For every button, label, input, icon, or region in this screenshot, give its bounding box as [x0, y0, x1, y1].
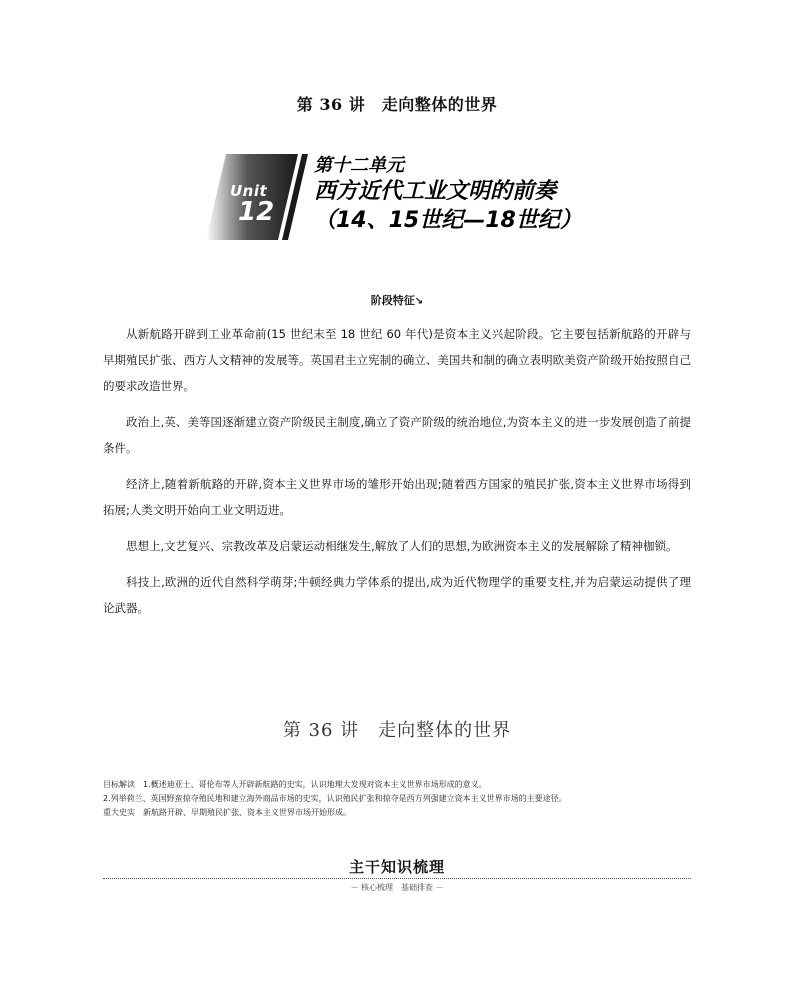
paragraph-science: 科技上,欧洲的近代自然科学萌芽;牛顿经典力学体系的提出,成为近代物理学的重要支柱,并为启蒙运动提供了理论武器。 — [103, 575, 691, 615]
arrow-down-right-icon: ↘ — [414, 296, 424, 307]
paragraph-economy: 经济上,随着新航路的开辟,资本主义世界市场的雏形开始出现;随着西方国家的殖民扩张,资本主义世界市场得到拓展;人类文明开始向工业文明迈进。 — [103, 477, 691, 517]
stage-heading — [0, 292, 794, 308]
objective-line-2: 2.列举荷兰、英国野蛮掠夺殖民地和建立海外商品市场的史实，认识殖民扩张和掠夺是西方列强建立资本主义世界市场的主要途径。 — [103, 794, 567, 803]
lecture-title: 第 36 讲 走向整体的世界 — [282, 720, 512, 741]
page-title: 第 36 讲 走向整体的世界 — [296, 95, 498, 114]
paragraph-politics: 政治上,英、美等国逐渐建立资产阶级民主制度,确立了资产阶级的统治地位,为资本主义的进一步发展创造了前提条件。 — [103, 415, 691, 455]
unit-name: 第十二单元 — [314, 155, 404, 176]
unit-period: （14、15世纪—18世纪） — [314, 208, 582, 233]
section-title: 主干知识梳理 — [348, 858, 445, 876]
paragraph-overview: 从新航路开辟到工业革命前(15 世纪末至 18 世纪 60 年代)是资本主义兴起阶段。它主要包括新航路的开辟与早期殖民扩张、西方人文精神的发展等。英国君主立宪制的确立、美国共和制的确立表明欧美资产阶级开始按照自己的要求改造世界。 — [103, 327, 691, 393]
key-facts-line: 重大史实 新航路开辟、早期殖民扩张、资本主义世界市场开始形成。 — [103, 808, 351, 817]
unit-banner — [206, 152, 616, 240]
stage-description — [103, 321, 691, 631]
learning-objectives — [103, 778, 693, 820]
unit-theme: 西方近代工业文明的前奏 — [314, 179, 557, 204]
section-subtitle: － 核心梳理 基础排查 － — [350, 883, 444, 892]
unit-word: Unit — [230, 182, 268, 200]
objective-line-1: 目标解读 1.概述迪亚士、哥伦布等人开辟新航路的史实，认识地理大发现对资本主义世界市场形成的意义。 — [103, 780, 487, 789]
stage-heading-label: 阶段特征 — [370, 294, 415, 307]
section-divider — [103, 878, 691, 879]
unit-text — [314, 154, 582, 236]
paragraph-thought: 思想上,文艺复兴、宗教改革及启蒙运动相继发生,解放了人们的思想,为欧洲资本主义的发展解除了精神枷锁。 — [126, 539, 678, 553]
unit-number: 12 — [238, 197, 275, 227]
unit-tag — [230, 182, 274, 227]
